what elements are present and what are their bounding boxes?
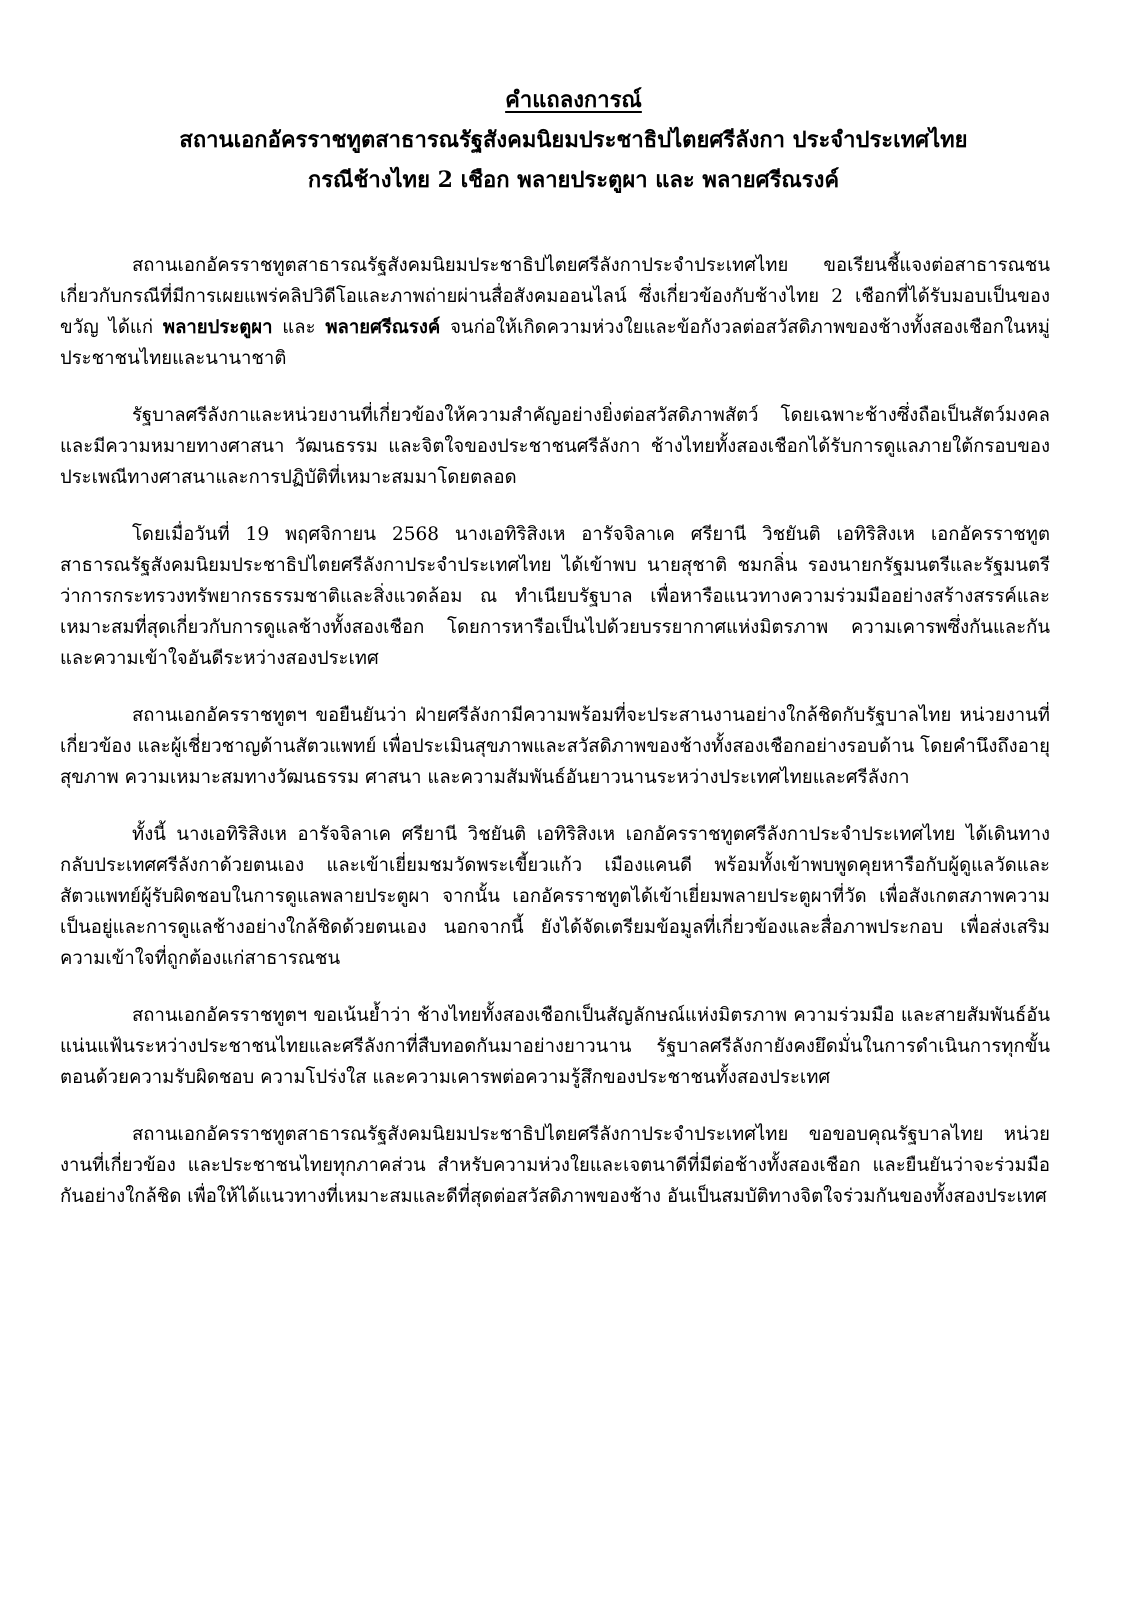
paragraph-1-text-start: สถานเอกอัครราชทูตสาธารณรัฐสังคมนิยมประชาธิปไตยศรีลังกาประจำประเทศไทย ขอเรียนชี้แจงต่อสาธารณชนเกี่ยวกับกรณีที่มีการเผยแพร่คลิปวิดีโอและภาพถ่ายผ่านสื่อสังคมออนไลน์ ซึ่งเกี่ยวข้องกับช้างไทย 2 เชือกที่ได้รับมอบเป็นของขวัญ ได้แก่ [60,255,1050,338]
paragraph-1 [60,250,1050,374]
paragraph-7: สถานเอกอัครราชทูตสาธารณรัฐสังคมนิยมประชาธิปไตยศรีลังกาประจำประเทศไทย ขอขอบคุณรัฐบาลไทย หน่วยงานที่เกี่ยวข้อง และประชาชนไทยทุกภาคส่วน สำหรับความห่วงใยและเจตนาดีที่มีต่อช้างทั้งสองเชือก และยืนยันว่าจะร่วมมือกันอย่างใกล้ชิด เพื่อให้ได้แนวทางที่เหมาะสมและดีที่สุดต่อสวัสดิภาพของช้าง อันเป็นสมบัติทางจิตใจร่วมกันของทั้งสองประเทศ [60,1124,1050,1207]
paragraph-1-text-end: จนก่อให้เกิดความห่วงใยและข้อกังวลต่อสวัสดิภาพของช้างทั้งสองเชือกในหมู่ประชาชนไทยและนานาชาติ [60,317,1050,369]
document-case-line: กรณีช้างไทย 2 เชือก พลายประตูผา และ พลายศรีณรงค์ [307,167,840,193]
document-title: คำแถลงการณ์ [505,87,642,113]
paragraph-5: ทั้งนี้ นางเอทิริสิงเห อารัจจิลาเค ศรียานี วิชยันติ เอทิริสิงเห เอกอัครราชทูตศรีลังกาประจำประเทศไทย ได้เดินทางกลับประเทศศรีลังกาด้วยตนเอง และเข้าเยี่ยมชมวัดพระเขี้ยวแก้ว เมืองแคนดี พร้อมทั้งเข้าพบพูดคุยหารือกับผู้ดูแลวัดและสัตวแพทย์ผู้รับผิดชอบในการดูแลพลายประตูผา จากนั้น เอกอัครราชทูตได้เข้าเยี่ยมพลายประตูผาที่วัด เพื่อสังเกตสภาพความเป็นอยู่และการดูแลช้างอย่างใกล้ชิดด้วยตนเอง นอกจากนี้ ยังได้จัดเตรียมข้อมูลที่เกี่ยวข้องและสื่อภาพประกอบ เพื่อส่งเสริมความเข้าใจที่ถูกต้องแก่สาธารณชน [60,824,1050,969]
paragraph-3: โดยเมื่อวันที่ 19 พฤศจิกายน 2568 นางเอทิริสิงเห อารัจจิลาเค ศรียานี วิชยันติ เอทิริสิงเห เอกอัครราชทูตสาธารณรัฐสังคมนิยมประชาธิปไตยศรีลังกาประจำประเทศไทย ได้เข้าพบ นายสุชาติ ชมกลิ่น รองนายกรัฐมนตรีและรัฐมนตรีว่าการกระทรวงทรัพยากรธรรมชาติและสิ่งแวดล้อม ณ ทำเนียบรัฐบาล เพื่อหารือแนวทางความร่วมมืออย่างสร้างสรรค์และเหมาะสมที่สุดเกี่ยวกับการดูแลช้างทั้งสองเชือก โดยการหารือเป็นไปด้วยบรรยากาศแห่งมิตรภาพ ความเคารพซึ่งกันและกัน และความเข้าใจอันดีระหว่างสองประเทศ [60,524,1050,669]
paragraph-1-connector: และ [272,317,326,338]
elephant-name-sri-narong: พลายศรีณรงค์ [325,317,441,338]
paragraph-4: สถานเอกอัครราชทูตฯ ขอยืนยันว่า ฝ่ายศรีลังกามีความพร้อมที่จะประสานงานอย่างใกล้ชิดกับรัฐบาลไทย หน่วยงานที่เกี่ยวข้อง และผู้เชี่ยวชาญด้านสัตวแพทย์ เพื่อประเมินสุขภาพและสวัสดิภาพของช้างทั้งสองเชือกอย่างรอบด้าน โดยคำนึงถึงอายุ สุขภาพ ความเหมาะสมทางวัฒนธรรม ศาสนา และความสัมพันธ์อันยาวนานระหว่างประเทศไทยและศรีลังกา [60,705,1050,788]
document-header [0,80,1147,200]
document-subtitle: สถานเอกอัครราชทูตสาธารณรัฐสังคมนิยมประชาธิปไตยศรีลังกา ประจำประเทศไทย [179,127,968,153]
paragraph-2: รัฐบาลศรีลังกาและหน่วยงานที่เกี่ยวข้องให้ความสำคัญอย่างยิ่งต่อสวัสดิภาพสัตว์ โดยเฉพาะช้างซึ่งถือเป็นสัตว์มงคลและมีความหมายทางศาสนา วัฒนธรรม และจิตใจของประชาชนศรีลังกา ช้างไทยทั้งสองเชือกได้รับการดูแลภายใต้กรอบของประเพณีทางศาสนาและการปฏิบัติที่เหมาะสมมาโดยตลอด [60,405,1050,488]
document-body [60,250,1050,1238]
elephant-name-pratu-pha: พลายประตูผา [162,317,273,338]
paragraph-6: สถานเอกอัครราชทูตฯ ขอเน้นย้ำว่า ช้างไทยทั้งสองเชือกเป็นสัญลักษณ์แห่งมิตรภาพ ความร่วมมือ และสายสัมพันธ์อันแน่นแฟ้นระหว่างประชาชนไทยและศรีลังกาที่สืบทอดกันมาอย่างยาวนาน รัฐบาลศรีลังกายังคงยึดมั่นในการดำเนินการทุกขั้นตอนด้วยความรับผิดชอบ ความโปร่งใส และความเคารพต่อความรู้สึกของประชาชนทั้งสองประเทศ [60,1005,1050,1088]
